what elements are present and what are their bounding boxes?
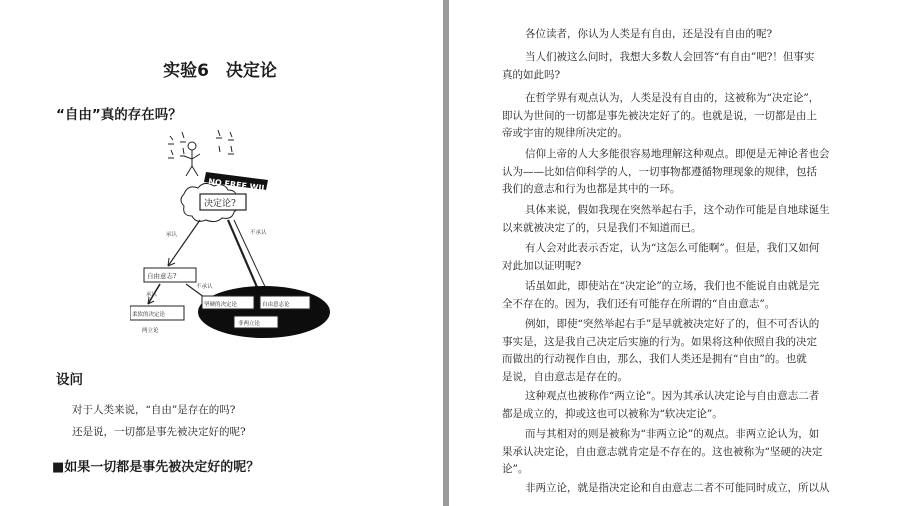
paragraph-line: 果承认决定论，自由意志就肯定是不存在的。这也被称为“坚硬的决定 [502, 445, 823, 458]
page-divider [443, 0, 449, 506]
paragraph-line: 而与其相对的则是被称为“非两立论”的观点。非两立论认为，如 [525, 428, 820, 440]
paragraph [502, 90, 852, 143]
paragraph-line: 全不存在的。因为，我们还有可能存在所谓的“自由意志”。 [502, 297, 776, 310]
hard-view-ellipse [198, 286, 330, 338]
paragraph-line: 都是成立的，抑或这也可以被称为“软决定论”。 [502, 407, 723, 420]
label-incompatibilism: 非两立论 [238, 321, 261, 327]
paragraph [502, 480, 852, 498]
paragraph-line: 认为——比如信仰科学的人，一切事物都遵循物理现象的规律，包括 [502, 165, 817, 178]
paragraph [502, 240, 852, 275]
label-reject-1: 不承认 [250, 230, 267, 236]
paragraph-line: 真的如此吗? [502, 68, 561, 81]
paragraph-line: 当人们被这么问时，我想大多数人会回答“有自由”吧?！但事实 [525, 51, 815, 63]
paragraph-line: 有人会对此表示否定，认为“这怎么可能啊”。但是，我们又如何 [525, 242, 820, 254]
paragraph-line: 我们的意志和行为也都是其中的一环。 [502, 183, 681, 195]
paragraph-line: 非两立论，就是指决定论和自由意志二者不可能同时成立，所以从 [525, 482, 830, 494]
paragraph [502, 146, 852, 199]
paragraph-line: 即认为世间的一切都是事先被决定好了的。也就是说，一切都是由上 [502, 109, 817, 122]
paragraph [502, 278, 852, 313]
paragraph [502, 26, 852, 44]
label-soft-determinism: 柔软的决定论 [132, 312, 166, 318]
paragraph-line: 例如，即使“突然举起右手”是早就被决定好了的，但不可否认的 [525, 318, 820, 330]
paragraph-line: 是说，自由意志是存在的。 [502, 370, 628, 383]
paragraph-line: 对此加以证明呢? [502, 259, 582, 272]
question-2: 还是说，一切都是事先被决定好的呢? [72, 426, 246, 438]
left-page [0, 0, 440, 506]
question-1: 对于人类来说，“自由”是存在的吗? [72, 404, 236, 416]
paragraph-line: 话虽如此，即使站在“决定论”的立场，我们也不能说自由就是完 [525, 280, 820, 292]
paragraph [502, 388, 852, 423]
paragraph [502, 316, 852, 386]
label-libertarianism: 自由意志论 [262, 302, 290, 308]
paragraph-line: 在哲学界有观点认为，人类是没有自由的，这被称为“决定论”， [525, 92, 820, 104]
paragraph [502, 202, 852, 237]
label-reject-2: 不承认 [196, 284, 213, 290]
label-free-will: 自由意志? [147, 272, 177, 280]
setq-title: 设问 [56, 372, 83, 388]
paragraph-line: 帝或宇宙的规律所决定的。 [502, 127, 628, 139]
paragraph-line: 论”。 [502, 463, 529, 475]
label-accept-1: 承认 [166, 232, 178, 238]
paragraph [502, 49, 852, 84]
section2-title: ■如果一切都是事先被决定好的呢？ [52, 460, 260, 475]
label-determinism: 决定论? [204, 199, 236, 209]
paragraph-line: 事实是，这是我自己决定后实施的行为。如果将这种依照自我的决定 [502, 335, 817, 348]
label-accept-2: 承认 [146, 292, 158, 298]
paragraph-line: 各位读者，你认为人类是有自由，还是没有自由的呢? [525, 28, 773, 40]
paragraph [502, 426, 852, 479]
paragraph-line: 具体来说，假如我现在突然举起右手，这个动作可能是自地球诞生 [525, 204, 830, 216]
paragraph-line: 以来就被决定了的，只是我们不知道而已。 [502, 221, 702, 234]
label-compatibilism: 两立论 [142, 328, 159, 334]
banner-text: NO FREE WILL [207, 177, 273, 194]
chapter-title: 实验6 决定论 [163, 61, 277, 81]
paragraph-line: 这种观点也被称作“两立论”。因为其承认决定论与自由意志二者 [525, 390, 820, 402]
right-page [452, 0, 897, 506]
section-title: “自由”真的存在吗？ [56, 107, 182, 123]
no-free-will-banner [204, 172, 272, 194]
determinism-illustration [130, 128, 330, 340]
label-hard-determinism: 坚硬的决定论 [204, 302, 238, 308]
paragraph-line: 而做出的行动视作自由，那么，我们人类还是拥有“自由”的。也就 [502, 353, 807, 365]
paragraph-line: 信仰上帝的人大多能很容易地理解这种观点。即便是无神论者也会 [525, 148, 830, 160]
